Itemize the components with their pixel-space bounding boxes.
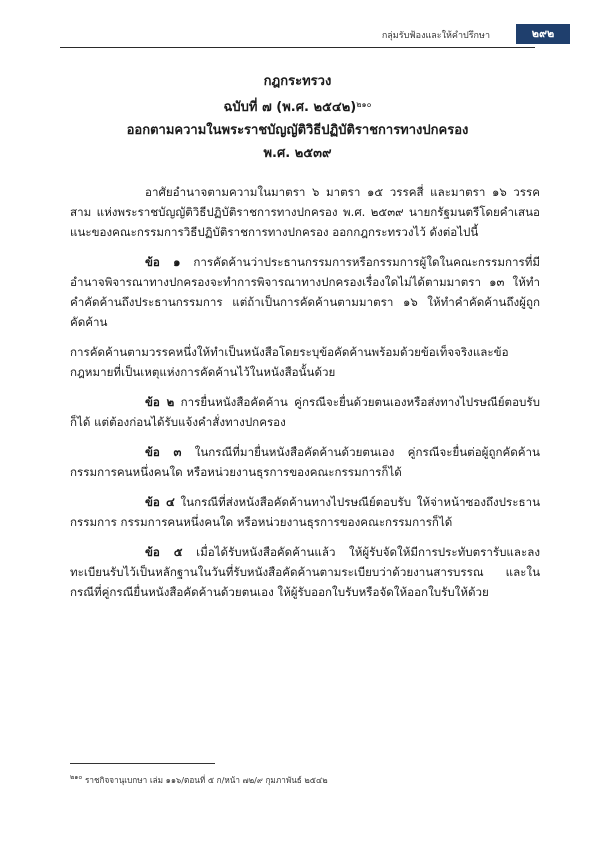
preamble-text: อาศัยอำนาจตามความในมาตรา ๖ มาตรา ๑๕ วรรคสี่ และมาตรา ๑๖ วรรคสาม แห่งพระราชบัญญัติวิธีปฏิบัติราชการทางปกครอง พ.ศ. ๒๕๓๙ นายกรัฐมนตรีโดยคำเสนอแนะของคณะกรรมการวิธีปฏิบัติราชการทางปกครอง ออกกฎกระทรวงไว้ ดังต่อไปนี้: [70, 185, 540, 239]
page-number-badge: ๒๙๒: [516, 24, 570, 44]
clause-3-text: ในกรณีที่มายื่นหนังสือคัดค้านด้วยตนเอง คู่กรณีจะยื่นต่อผู้ถูกคัดค้าน กรรมการคนหนึ่งคนใด หรือหน่วยงานธุรการของคณะกรรมการก็ได้: [70, 445, 540, 479]
header-rule: [60, 47, 535, 48]
footnote: [70, 772, 328, 787]
title-line-3: ออกตามความในพระราชบัญญัติวิธีปฏิบัติราชการทางปกครอง: [126, 123, 469, 138]
clause-2-label: ข้อ ๒: [145, 395, 175, 409]
clause-4-text: ในกรณีที่ส่งหนังสือคัดค้านทางไปรษณีย์ตอบรับ ให้จ่าหน้าซองถึงประธานกรรมการ กรรมการคนหนึ่งคนใด หรือหน่วยงานธุรการของคณะกรรมการก็ได้: [70, 495, 541, 529]
title-line-4: พ.ศ. ๒๕๓๙: [263, 146, 332, 161]
clause-3-label: ข้อ ๓: [145, 445, 182, 459]
clause-1-subparagraph: [70, 342, 540, 382]
title-block: [0, 70, 595, 165]
clause-1: [70, 252, 540, 332]
preamble-paragraph: [70, 182, 540, 242]
clause-5-label: ข้อ ๕: [145, 545, 183, 559]
title-footnote-mark: ๒๑๐: [356, 100, 372, 109]
footnote-rule: [70, 763, 215, 764]
footnote-mark: ๒๑๐: [70, 773, 83, 781]
clause-1-text: การคัดค้านว่าประธานกรรมการหรือกรรมการผู้ใดในคณะกรรมการที่มีอำนาจพิจารณาทางปกครองจะทำการพิจารณาทางปกครองเรื่องใดไม่ได้ตามมาตรา ๑๓ ให้ทำคำคัดค้านถึงประธานกรรมการ แต่ถ้าเป็นการคัดค้านตามมาตรา ๑๖ ให้ทำคำคัดค้านถึงผู้ถูกคัดค้าน: [70, 255, 540, 329]
clause-2: [70, 392, 540, 432]
title-line-2: [0, 93, 595, 119]
footnote-text: ราชกิจจานุเบกษา เล่ม ๑๑๖/ตอนที่ ๕ ก/หน้า ๗๒/๙ กุมภาพันธ์ ๒๕๔๒: [85, 775, 328, 785]
document-body: [70, 182, 540, 612]
clause-4-label: ข้อ ๔: [145, 495, 175, 509]
clause-4: [70, 492, 540, 532]
title-line-1: กฎกระทรวง: [263, 74, 332, 89]
header-group-label: กลุ่มรับฟ้องและให้คำปรึกษา: [381, 31, 490, 41]
clause-1-subtext: การคัดค้านตามวรรคหนึ่งให้ทำเป็นหนังสือโดยระบุข้อคัดค้านพร้อมด้วยข้อเท็จจริงและข้อกฎหมายที่เป็นเหตุแห่งการคัดค้านไว้ในหนังสือนั้นด้วย: [70, 345, 509, 379]
title-line-2-text: ฉบับที่ ๗ (พ.ศ. ๒๕๔๒): [223, 100, 357, 115]
clause-3: [70, 442, 540, 482]
clause-5: [70, 542, 540, 602]
clause-5-text: เมื่อได้รับหนังสือคัดค้านแล้ว ให้ผู้รับจัดให้มีการประทับตรารับและลงทะเบียนรับไว้เป็นหลักฐานในวันที่รับหนังสือคัดค้านตามระเบียบว่าด้วยงานสารบรรณ และในกรณีที่คู่กรณียื่นหนังสือคัดค้านด้วยตนเอง ให้ผู้รับออกใบรับหรือจัดให้ออกใบรับให้ด้วย: [70, 545, 540, 599]
clause-1-label: ข้อ ๑: [145, 255, 181, 269]
clause-2-text: การยื่นหนังสือคัดค้าน คู่กรณีจะยื่นด้วยตนเองหรือส่งทางไปรษณีย์ตอบรับก็ได้ แต่ต้องก่อนได้รับแจ้งคำสั่งทางปกครอง: [70, 395, 540, 429]
